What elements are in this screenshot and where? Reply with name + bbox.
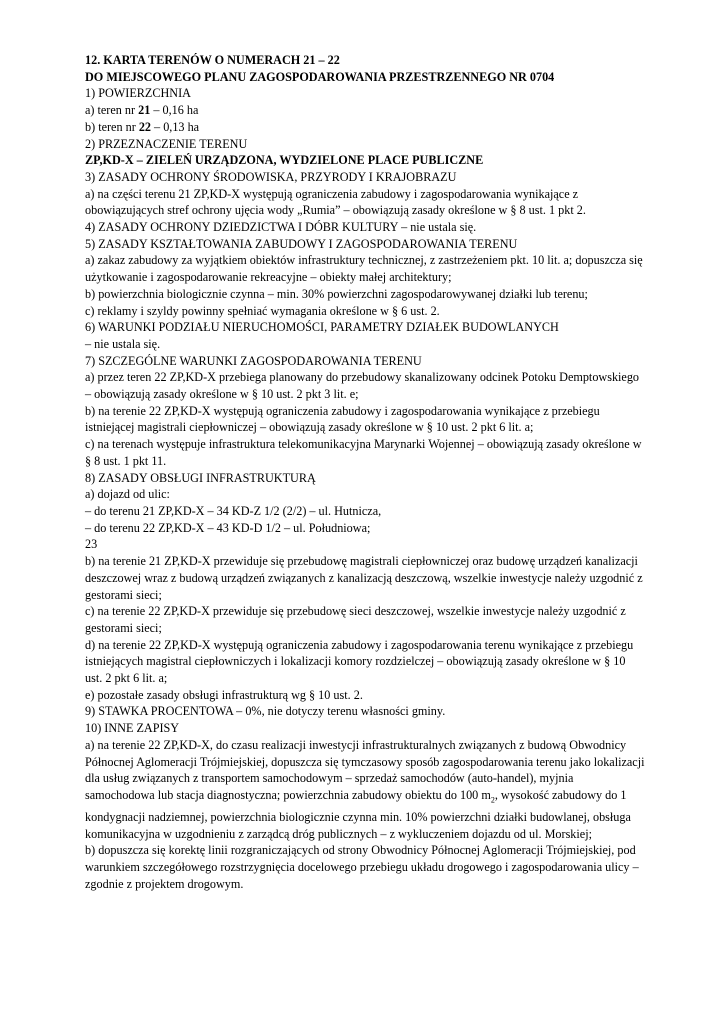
section-1-item-a [85, 102, 645, 119]
section-5-item-b: b) powierzchnia biologicznie czynna – min. 30% powierzchni zagospodarowywanej działki lub terenu; [85, 286, 588, 301]
section-8-heading: 8) ZASADY OBSŁUGI INFRASTRUKTURĄ [85, 470, 316, 485]
section-6-heading: 6) WARUNKI PODZIAŁU NIERUCHOMOŚCI, PARAMETRY DZIAŁEK BUDOWLANYCH [85, 320, 559, 335]
page-number: 23 [85, 537, 98, 552]
area-number: 22 [138, 119, 151, 134]
section-5-item-c: c) reklamy i szyldy powinny spełniać wymagania określone w § 6 ust. 2. [85, 303, 440, 318]
section-1-heading: 1) POWIERZCHNIA [85, 86, 191, 101]
item-text: b) teren nr [85, 119, 139, 134]
section-9-heading: 9) STAWKA PROCENTOWA – 0%, nie dotyczy terenu własności gminy. [85, 704, 446, 719]
unit-subscript: 2 [490, 795, 495, 805]
section-2-purpose: ZP,KD-X – ZIELEŃ URZĄDZONA, WYDZIELONE PLACE PUBLICZNE [85, 153, 484, 168]
document-title: 12. KARTA TERENÓW O NUMERACH 21 – 22 [85, 53, 340, 67]
section-7-heading: 7) SZCZEGÓLNE WARUNKI ZAGOSPODAROWANIA TERENU [85, 353, 422, 368]
section-5-heading: 5) ZASADY KSZTAŁTOWANIA ZABUDOWY I ZAGOSPODAROWANIA TERENU [85, 236, 518, 251]
item-text: a) na terenie 22 ZP,KD-X, do czasu realizacji inwestycji infrastrukturalnych związanych z budową Obwodnicy Północnej Aglomeracji Trójmiejskiej, dopuszcza się tymczasowy sposób zagospodarowania terenu jako lokalizacji dla usług związanych z transportem samochodowym – sprzedaż samochodów (auto-handel), myjnia samochodowa lub stacja diagnostyczna; powierzchnia zabudowy obiektu do 100 m [85, 737, 645, 802]
section-3-heading: 3) ZASADY OCHRONY ŚRODOWISKA, PRZYRODY I KRAJOBRAZU [85, 169, 457, 184]
section-7-item-b: b) na terenie 22 ZP,KD-X występują ograniczenia zabudowy i zagospodarowania wynikające z przebiegu istniejącej magistrali ciepłowniczej – obowiązują zasady określone w § 10 ust. 2 pkt 6 lit. a; [85, 403, 600, 435]
item-text: , wysokość zabudowy do 1 kondygnacji nadziemnej, powierzchnia biologicznie czynna min. 10% powierzchni działki budowlanej, obsługa komunikacyjna w uzgodnieniu z zarządcą dróg publicznych – z wykluczeniem dojazdu od ul. Morskiej; [85, 787, 631, 841]
section-7-item-c: c) na terenach występuje infrastruktura telekomunikacyjna Marynarki Wojennej – obowiązują zasady określone w § 8 ust. 1 pkt 11. [85, 437, 642, 468]
section-8-item-d: d) na terenie 22 ZP,KD-X występują ograniczenia zabudowy i zagospodarowania terenu wynikające z przebiegu istniejących magistral ciepłowniczych i lokalizacji komory rozdzielczej – obowiązują zasady określone w § 10 ust. 2 pkt 6 lit. a; [85, 637, 634, 686]
section-8-item-c: c) na terenie 22 ZP,KD-X przewiduje się przebudowę sieci deszczowej, wszelkie inwestycje należy uzgodnić z gestorami sieci; [85, 604, 626, 635]
section-8-access-1: – do terenu 21 ZP,KD-X – 34 KD-Z 1/2 (2/2) – ul. Hutnicza, [85, 503, 382, 518]
item-text: a) teren nr [85, 103, 139, 118]
section-2-heading: 2) PRZEZNACZENIE TERENU [85, 136, 248, 151]
document-page [85, 52, 645, 893]
section-8-item-e: e) pozostałe zasady obsługi infrastrukturą wg § 10 ust. 2. [85, 687, 363, 702]
section-1-item-b [85, 119, 645, 136]
section-8-item-b: b) na terenie 21 ZP,KD-X przewiduje się przebudowę magistrali ciepłowniczej oraz budowę urządzeń kanalizacji deszczowej wraz z budową urządzeń związanych z kanalizacją deszczową, wszelkie inwestycje należy uzgodnić z gestorami sieci; [85, 554, 643, 602]
area-number: 21 [138, 103, 151, 118]
section-10-item-b: b) dopuszcza się korektę linii rozgraniczających od strony Obwodnicy Północnej Aglomeracji Trójmiejskiej, pod warunkiem szczegółowego rozstrzygnięcia docelowego przebiegu układu drogowego i zagospodarowania ulicy – zgodnie z projektem drogowym. [85, 843, 639, 891]
section-8-access-2: – do terenu 22 ZP,KD-X – 43 KD-D 1/2 – ul. Południowa; [85, 520, 371, 535]
section-8-item-a: a) dojazd od ulic: [85, 487, 170, 502]
item-text: – 0,13 ha [151, 119, 200, 134]
section-3-item-a: a) na części terenu 21 ZP,KD-X występują ograniczenia zabudowy i zagospodarowania wynikające z obowiązujących stref ochrony ujęcia wody „Rumia” – obowiązują zasady określone w § 8 ust. 1 pkt 2. [85, 186, 586, 218]
section-5-item-a: a) zakaz zabudowy za wyjątkiem obiektów infrastruktury technicznej, z zastrzeżeniem pkt. 10 lit. a; dopuszcza się użytkowanie i zagospodarowanie rekreacyjne – obiekty małej architektury; [85, 253, 643, 285]
section-10-item-a [85, 737, 645, 843]
section-10-heading: 10) INNE ZAPISY [85, 721, 180, 736]
section-4-heading: 4) ZASADY OCHRONY DZIEDZICTWA I DÓBR KULTURY – nie ustala się. [85, 220, 477, 235]
item-text: – 0,16 ha [150, 103, 199, 118]
section-7-item-a: a) przez teren 22 ZP,KD-X przebiega planowany do przebudowy skanalizowany odcinek Potoku Demptowskiego – obowiązują zasady określone w § 10 ust. 2 pkt 3 lit. e; [85, 370, 640, 402]
document-subtitle: DO MIEJSCOWEGO PLANU ZAGOSPODAROWANIA PRZESTRZENNEGO NR 0704 [85, 69, 555, 84]
section-6-text: – nie ustala się. [85, 336, 161, 351]
